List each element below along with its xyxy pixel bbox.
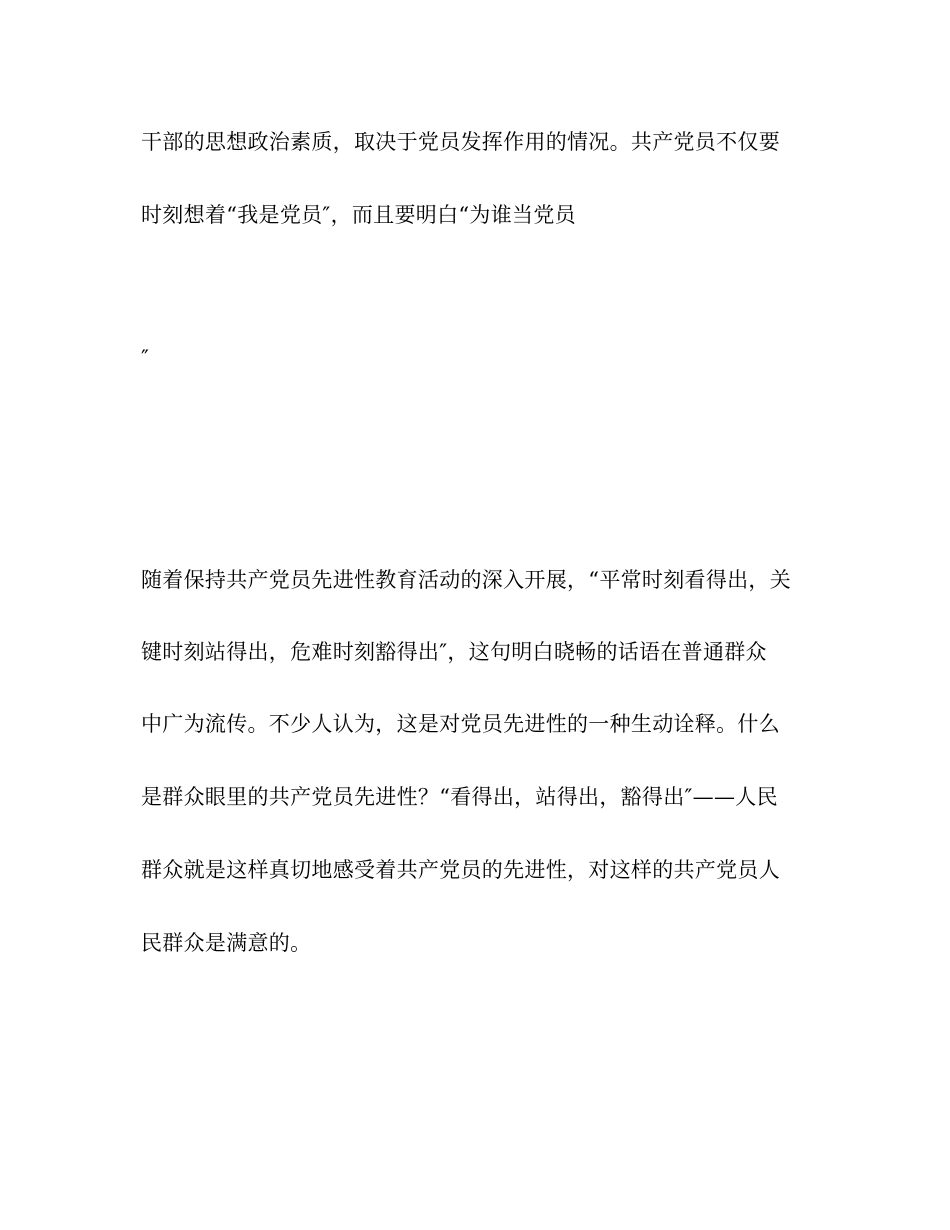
- text-line: 中广为流传。不少人认为，这是对党员先进性的一种生动诠释。什么: [141, 712, 780, 736]
- text-line: ″: [141, 346, 150, 370]
- text-line: 民群众是满意的。: [141, 931, 312, 955]
- text-line: 干部的思想政治素质，取决于党员发挥作用的情况。共产党员不仅要: [141, 130, 780, 154]
- text-line: 时刻想着“我是党员″，而且要明白“为谁当党员: [141, 203, 576, 227]
- text-line: 是群众眼里的共产党员先进性？“看得出，站得出，豁得出″——人民: [141, 785, 778, 809]
- text-line: 随着保持共产党员先进性教育活动的深入开展，“平常时刻看得出，关: [141, 568, 792, 592]
- text-line: 键时刻站得出，危难时刻豁得出″，这句明白晓畅的话语在普通群众: [141, 640, 767, 664]
- text-line: 群众就是这样真切地感受着共产党员的先进性，对这样的共产党员人: [141, 858, 780, 882]
